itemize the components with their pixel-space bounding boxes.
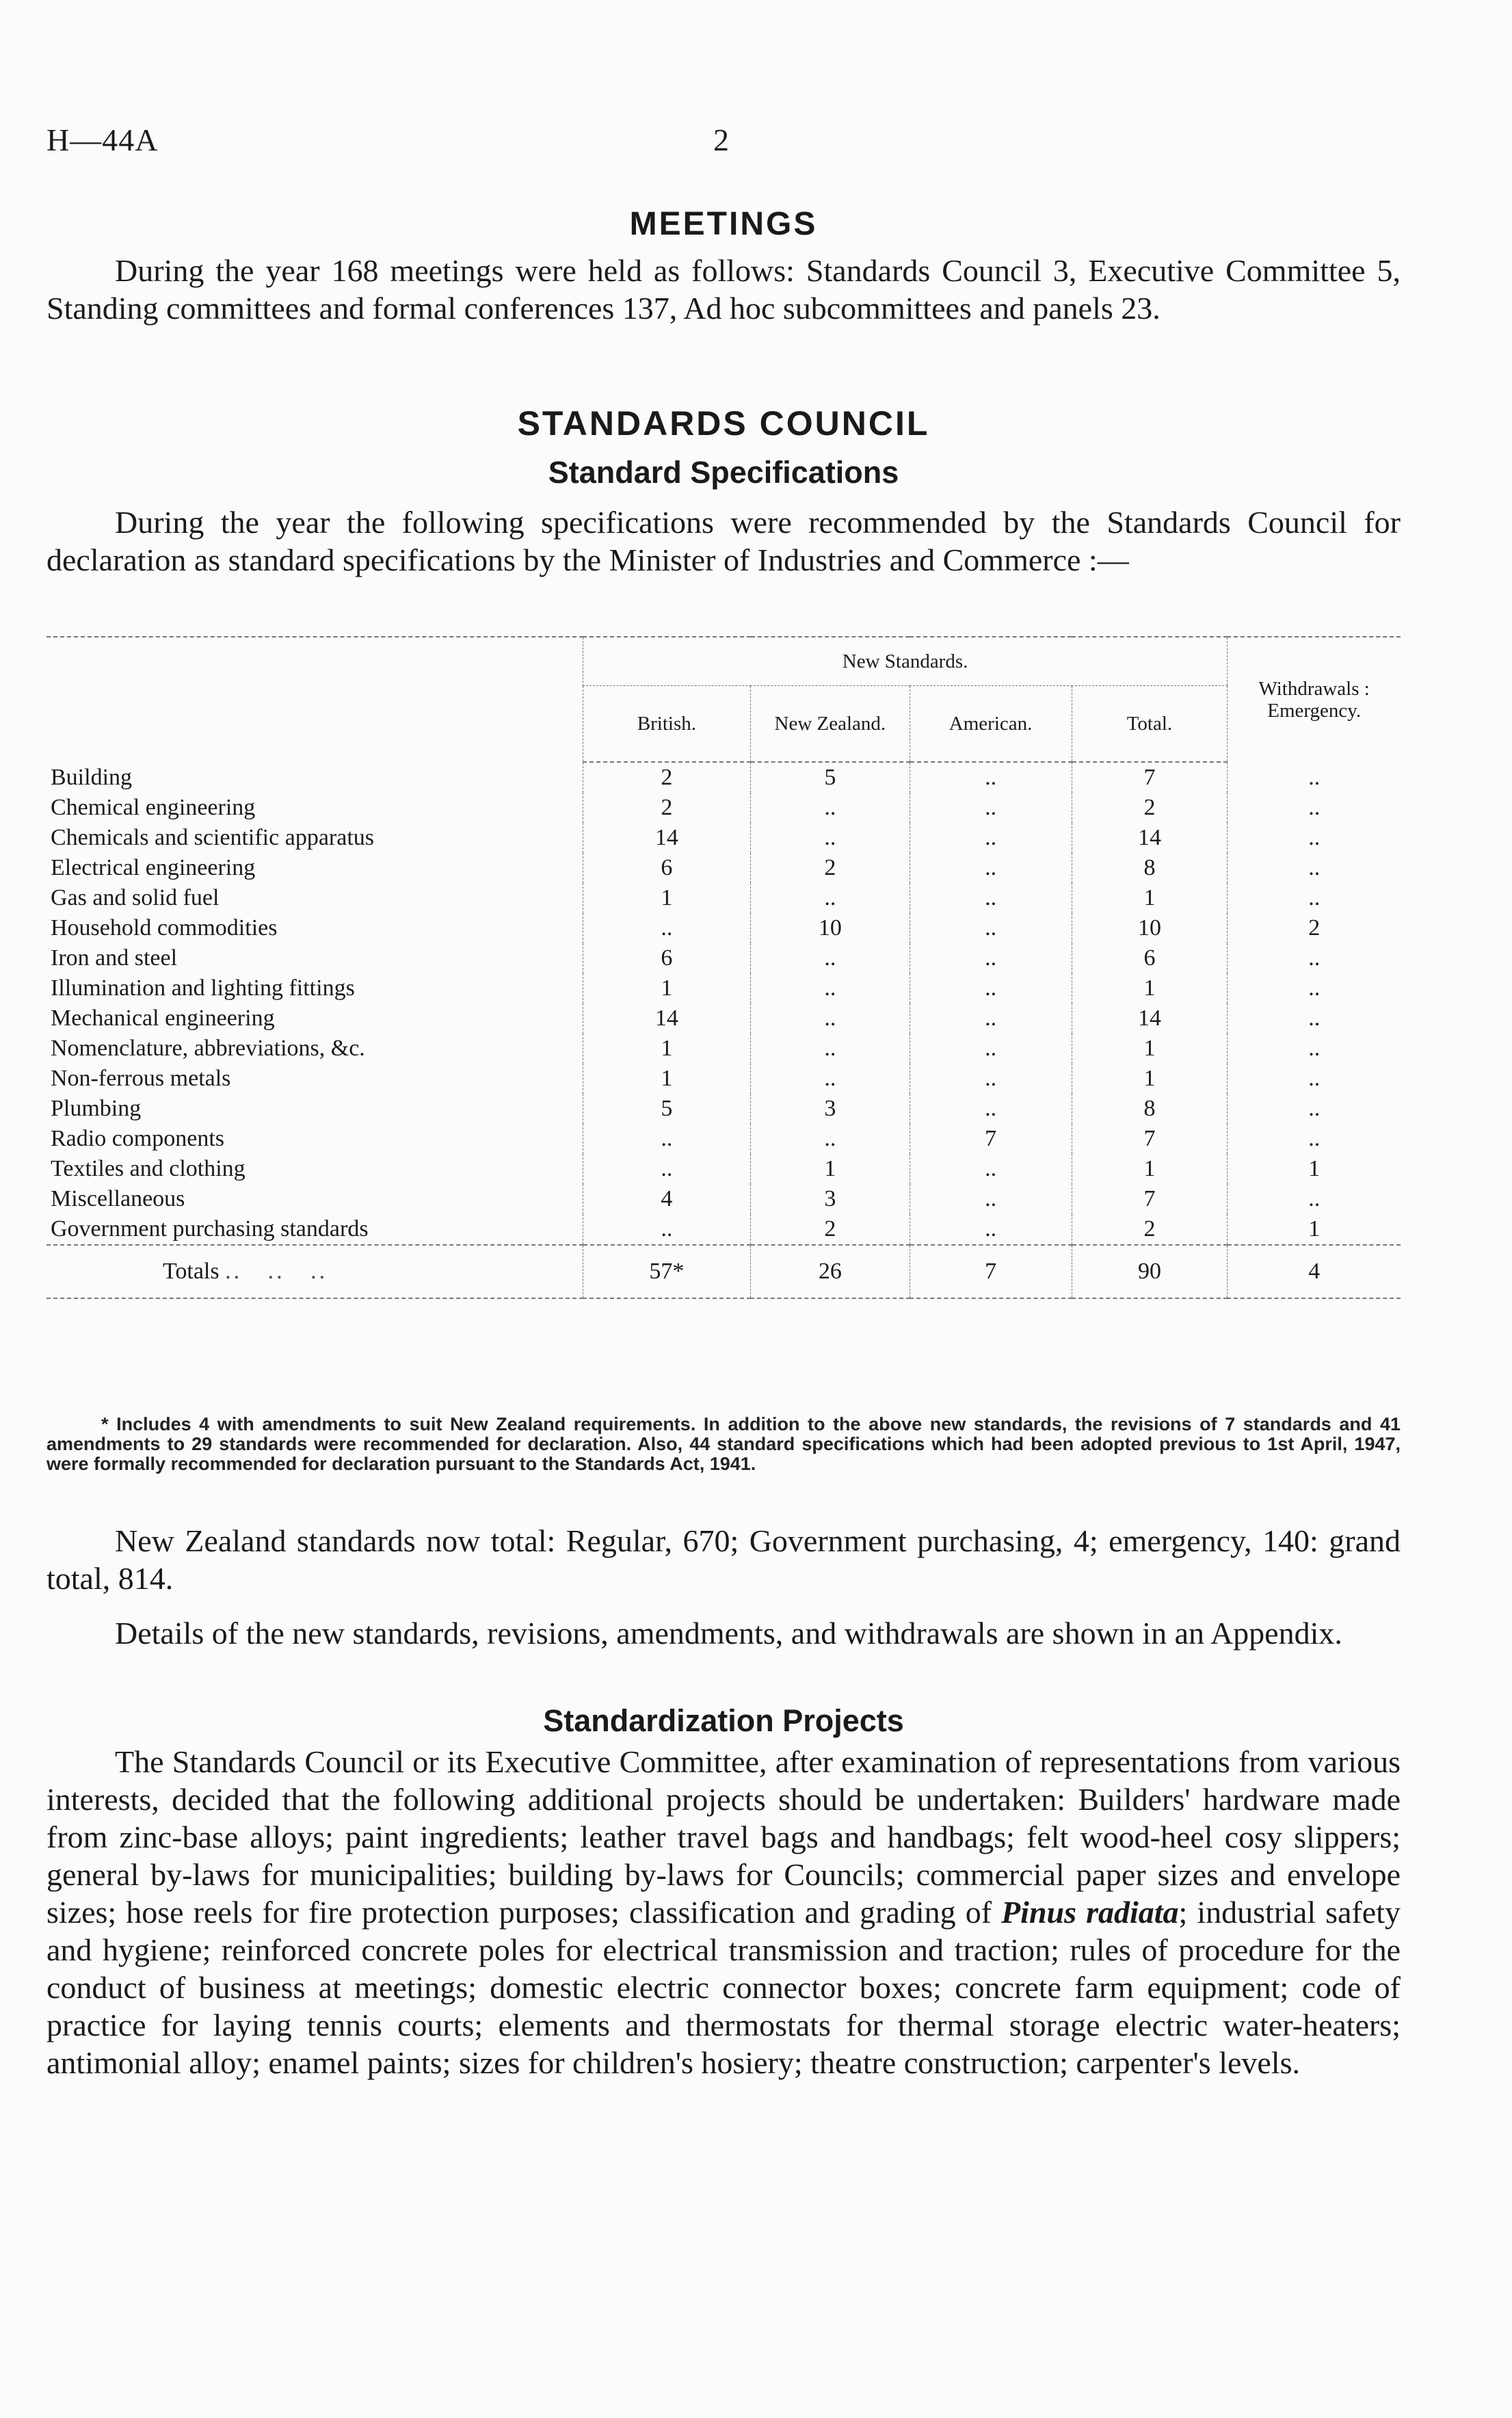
cell-new-zealand: 2	[751, 853, 910, 883]
cell-total: 2	[1072, 1214, 1228, 1245]
cell-total: 1	[1072, 973, 1228, 1003]
table-row	[47, 823, 1401, 853]
row-category-label: Miscellaneous	[51, 1186, 185, 1211]
cell-new-zealand: 2	[751, 1214, 910, 1245]
table-row	[47, 793, 1401, 823]
cell-withdrawals: ..	[1228, 762, 1401, 793]
meetings-heading: MEETINGS	[629, 206, 818, 242]
standards-total-paragraph: New Zealand standards now total: Regular, 670; Government purchasing, 4; emergency, 140: grand total, 814.	[47, 1523, 1401, 1596]
cell-british: ..	[583, 1124, 750, 1154]
cell-total: 1	[1072, 883, 1228, 913]
american-column-header: American.	[910, 686, 1072, 763]
table-row	[47, 853, 1401, 883]
cell-total: 8	[1072, 853, 1228, 883]
row-category-label: Gas and solid fuel	[51, 885, 220, 910]
new-standards-group-header: New Standards.	[583, 637, 1228, 686]
cell-withdrawals: ..	[1228, 1124, 1401, 1154]
table-row	[47, 1094, 1401, 1124]
cell-american: ..	[910, 1003, 1072, 1034]
cell-british: 2	[583, 762, 750, 793]
table-corner-header	[47, 637, 583, 762]
row-category-label: Radio components	[51, 1126, 225, 1151]
projects-species-name: Pinus radiata	[1001, 1895, 1179, 1930]
cell-new-zealand: ..	[751, 883, 910, 913]
cell-british: ..	[583, 1154, 750, 1184]
cell-withdrawals: ..	[1228, 883, 1401, 913]
cell-american: ..	[910, 1064, 1072, 1094]
total-column-header: Total.	[1072, 686, 1228, 763]
totals-withdrawals: 4	[1228, 1245, 1401, 1298]
cell-withdrawals: 1	[1228, 1214, 1401, 1245]
cell-new-zealand: 1	[751, 1154, 910, 1184]
totals-american: 7	[910, 1245, 1072, 1298]
cell-withdrawals: ..	[1228, 853, 1401, 883]
cell-withdrawals: ..	[1228, 943, 1401, 973]
cell-american: ..	[910, 793, 1072, 823]
details-paragraph: Details of the new standards, revisions, amendments, and withdrawals are shown in an Appendix.	[115, 1616, 1342, 1651]
cell-withdrawals: ..	[1228, 1064, 1401, 1094]
cell-new-zealand: ..	[751, 1003, 910, 1034]
cell-new-zealand: ..	[751, 1034, 910, 1064]
table-row	[47, 1034, 1401, 1064]
withdrawals-column-header: Withdrawals : Emergency.	[1228, 637, 1401, 762]
cell-new-zealand: 3	[751, 1094, 910, 1124]
cell-withdrawals: ..	[1228, 973, 1401, 1003]
table-row	[47, 1064, 1401, 1094]
cell-new-zealand: ..	[751, 793, 910, 823]
cell-withdrawals: ..	[1228, 793, 1401, 823]
cell-withdrawals: ..	[1228, 1034, 1401, 1064]
cell-total: 7	[1072, 762, 1228, 793]
cell-total: 7	[1072, 1124, 1228, 1154]
table-row	[47, 943, 1401, 973]
cell-total: 1	[1072, 1154, 1228, 1184]
cell-new-zealand: ..	[751, 943, 910, 973]
page-header	[47, 122, 1401, 163]
table-row	[47, 1214, 1401, 1245]
page-number: 2	[713, 122, 729, 157]
cell-new-zealand: ..	[751, 1124, 910, 1154]
standard-specifications-subheading: Standard Specifications	[548, 455, 899, 490]
cell-total: 1	[1072, 1034, 1228, 1064]
cell-british: 2	[583, 793, 750, 823]
totals-new-zealand: 26	[751, 1245, 910, 1298]
row-category-label: Government purchasing standards	[51, 1216, 369, 1241]
cell-american: ..	[910, 762, 1072, 793]
cell-withdrawals: 2	[1228, 913, 1401, 943]
cell-new-zealand: 3	[751, 1184, 910, 1214]
cell-withdrawals: ..	[1228, 823, 1401, 853]
cell-british: 6	[583, 853, 750, 883]
cell-total: 6	[1072, 943, 1228, 973]
cell-british: 1	[583, 1034, 750, 1064]
row-category-label: Non-ferrous metals	[51, 1066, 231, 1091]
table-row	[47, 1124, 1401, 1154]
row-category-label: Plumbing	[51, 1096, 142, 1121]
row-category-label: Chemicals and scientific apparatus	[51, 825, 374, 850]
cell-british: ..	[583, 1214, 750, 1245]
cell-total: 7	[1072, 1184, 1228, 1214]
table-body	[47, 762, 1401, 1245]
table-row	[47, 762, 1401, 793]
meetings-paragraph: During the year 168 meetings were held as follows: Standards Council 3, Executive Committee 5, Standing committees and formal conferences 137, Ad hoc subcommittees and panels 23.	[47, 253, 1401, 326]
row-category-label: Household commodities	[51, 915, 278, 941]
cell-american: ..	[910, 913, 1072, 943]
totals-row: Totals .. .. .. 57* 26 7 90 4	[47, 1245, 1401, 1298]
totals-british: 57*	[583, 1245, 750, 1298]
cell-new-zealand: ..	[751, 973, 910, 1003]
cell-new-zealand: ..	[751, 823, 910, 853]
projects-text-before: The Standards Council or its Executive Committee, after examination of representations from various interests, decided that the following additional projects should be undertaken: Builders' hardware made from zinc-base alloys; paint ingredients; leather travel bags and handbags; felt wood-heel cosy slippers; general by-laws for municipalities; building by-laws for Councils; commercial paper sizes and envelope sizes; hose reels for fire protection purposes; classification and grading of	[47, 1744, 1401, 1930]
projects-text-after: ; industrial safety and hygiene; reinforced concrete poles for electrical transmission and traction; rules of procedure for the conduct of business at meetings; domestic electric connector boxes; concrete farm equipment; code of practice for laying tennis courts; elements and thermostats for thermal storage electric water-heaters; antimonial alloy; enamel paints; sizes for children's hosiery; theatre construction; carpenter's levels.	[47, 1895, 1401, 2080]
cell-total: 14	[1072, 823, 1228, 853]
cell-withdrawals: ..	[1228, 1184, 1401, 1214]
specifications-intro-paragraph: During the year the following specifications were recommended by the Standards Council for declaration as standard specifications by the Minister of Industries and Commerce :—	[47, 505, 1401, 577]
cell-american: ..	[910, 1154, 1072, 1184]
cell-american: 7	[910, 1124, 1072, 1154]
british-column-header: British.	[583, 686, 750, 763]
cell-american: ..	[910, 1034, 1072, 1064]
table-row	[47, 1003, 1401, 1034]
document-reference: H—44A	[47, 122, 159, 157]
cell-british: 14	[583, 1003, 750, 1034]
cell-american: ..	[910, 883, 1072, 913]
cell-new-zealand: ..	[751, 1064, 910, 1094]
cell-new-zealand: 5	[751, 762, 910, 793]
cell-british: 5	[583, 1094, 750, 1124]
row-category-label: Textiles and clothing	[51, 1156, 246, 1181]
standardization-projects-heading: Standardization Projects	[543, 1703, 904, 1738]
table-row	[47, 1184, 1401, 1214]
row-category-label: Illumination and lighting fittings	[51, 975, 355, 1001]
row-category-label: Building	[51, 764, 133, 790]
cell-american: ..	[910, 973, 1072, 1003]
cell-british: 6	[583, 943, 750, 973]
cell-total: 2	[1072, 793, 1228, 823]
row-category-label: Iron and steel	[51, 945, 178, 971]
cell-new-zealand: 10	[751, 913, 910, 943]
table-row	[47, 973, 1401, 1003]
cell-american: ..	[910, 1094, 1072, 1124]
totals-label: Totals	[163, 1259, 220, 1284]
cell-american: ..	[910, 1184, 1072, 1214]
cell-total: 8	[1072, 1094, 1228, 1124]
row-category-label: Electrical engineering	[51, 855, 256, 880]
standards-council-heading: STANDARDS COUNCIL	[517, 404, 930, 443]
cell-total: 14	[1072, 1003, 1228, 1034]
row-category-label: Mechanical engineering	[51, 1006, 275, 1031]
projects-paragraph	[47, 1743, 1401, 2081]
totals-total: 90	[1072, 1245, 1228, 1298]
cell-total: 1	[1072, 1064, 1228, 1094]
new-zealand-column-header: New Zealand.	[751, 686, 910, 763]
table-footnote: * Includes 4 with amendments to suit New Zealand requirements. In addition to the above new standards, the revisions of 7 standards and 41 amendments to 29 standards were recommended for declaration. Also, 44 standard specifications which had been adopted previous to 1st April, 1947, were formally recommended for declaration pursuant to the Standards Act, 1941.	[47, 1414, 1401, 1474]
table-row	[47, 883, 1401, 913]
table-row	[47, 913, 1401, 943]
cell-american: ..	[910, 1214, 1072, 1245]
cell-british: 4	[583, 1184, 750, 1214]
cell-british: 14	[583, 823, 750, 853]
cell-british: 1	[583, 883, 750, 913]
new-standards-table	[47, 636, 1401, 1299]
cell-american: ..	[910, 823, 1072, 853]
cell-withdrawals: 1	[1228, 1154, 1401, 1184]
table-row	[47, 1154, 1401, 1184]
cell-british: ..	[583, 913, 750, 943]
row-category-label: Chemical engineering	[51, 795, 256, 820]
cell-american: ..	[910, 943, 1072, 973]
row-category-label: Nomenclature, abbreviations, &c.	[51, 1036, 365, 1061]
cell-withdrawals: ..	[1228, 1094, 1401, 1124]
cell-withdrawals: ..	[1228, 1003, 1401, 1034]
cell-american: ..	[910, 853, 1072, 883]
cell-british: 1	[583, 973, 750, 1003]
cell-total: 10	[1072, 913, 1228, 943]
cell-british: 1	[583, 1064, 750, 1094]
